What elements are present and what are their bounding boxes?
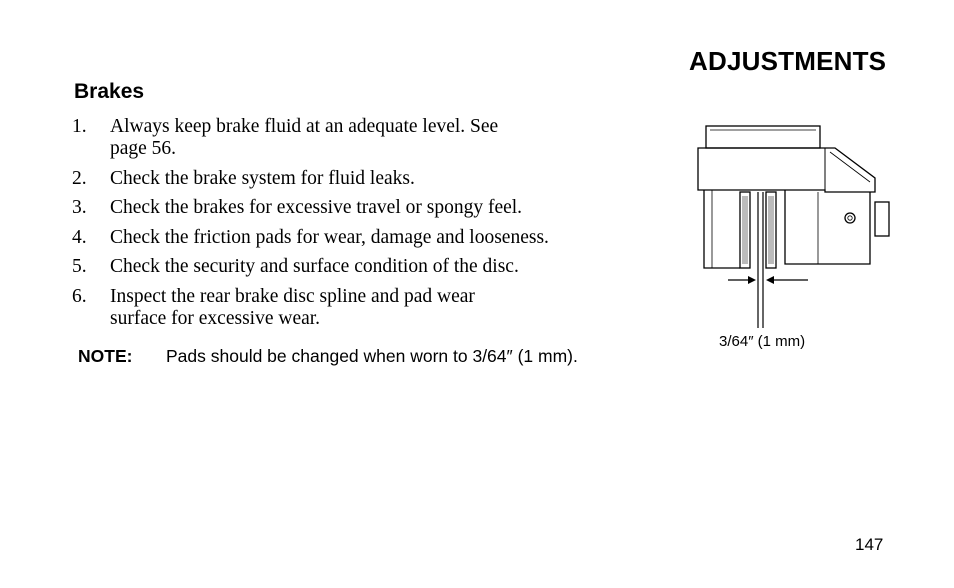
step-text-line: surface for excessive wear. — [110, 307, 321, 329]
caliper-left-wall — [704, 190, 740, 268]
list-item — [72, 197, 672, 219]
step-text-line: Always keep brake fluid at an adequate level. See — [110, 116, 499, 137]
step-number: 2. — [72, 167, 87, 189]
list-item — [72, 286, 672, 330]
step-number: 3. — [72, 197, 87, 218]
page-number: 147 — [855, 535, 884, 554]
step-text-line: Inspect the rear brake disc spline and pad wear — [110, 285, 475, 307]
note-label: NOTE: — [78, 346, 133, 366]
page-title: ADJUSTMENTS — [689, 46, 887, 76]
list-item — [72, 116, 672, 160]
list-item — [72, 256, 672, 278]
step-number: 1. — [72, 116, 87, 137]
caliper-right-body — [785, 190, 870, 264]
caliper-side-boss — [875, 202, 889, 236]
section-title: Brakes — [74, 80, 145, 103]
step-text-line: page 56. — [110, 138, 177, 159]
bleeder-bolt — [845, 213, 855, 223]
list-item — [72, 168, 672, 190]
step-text-line: Check the brakes for excessive travel or spongy feel. — [110, 197, 523, 218]
list-item — [72, 227, 672, 249]
step-number: 4. — [72, 226, 87, 248]
steps-list — [72, 116, 672, 337]
caliper-top-cap — [706, 126, 820, 148]
step-text-line: Check the security and surface condition of the disc. — [110, 256, 519, 277]
step-text-line: Check the friction pads for wear, damage and looseness. — [110, 226, 549, 248]
note-text: Pads should be changed when worn to 3/64″ (1 mm). — [166, 346, 578, 366]
note — [78, 346, 578, 367]
figure-caption: 3/64″ (1 mm) — [719, 333, 806, 350]
caliper-upper-body — [698, 148, 875, 192]
brake-caliper-diagram — [690, 118, 895, 333]
step-text-line: Check the brake system for fluid leaks. — [110, 167, 415, 189]
step-number: 5. — [72, 256, 87, 277]
step-number: 6. — [72, 285, 87, 307]
